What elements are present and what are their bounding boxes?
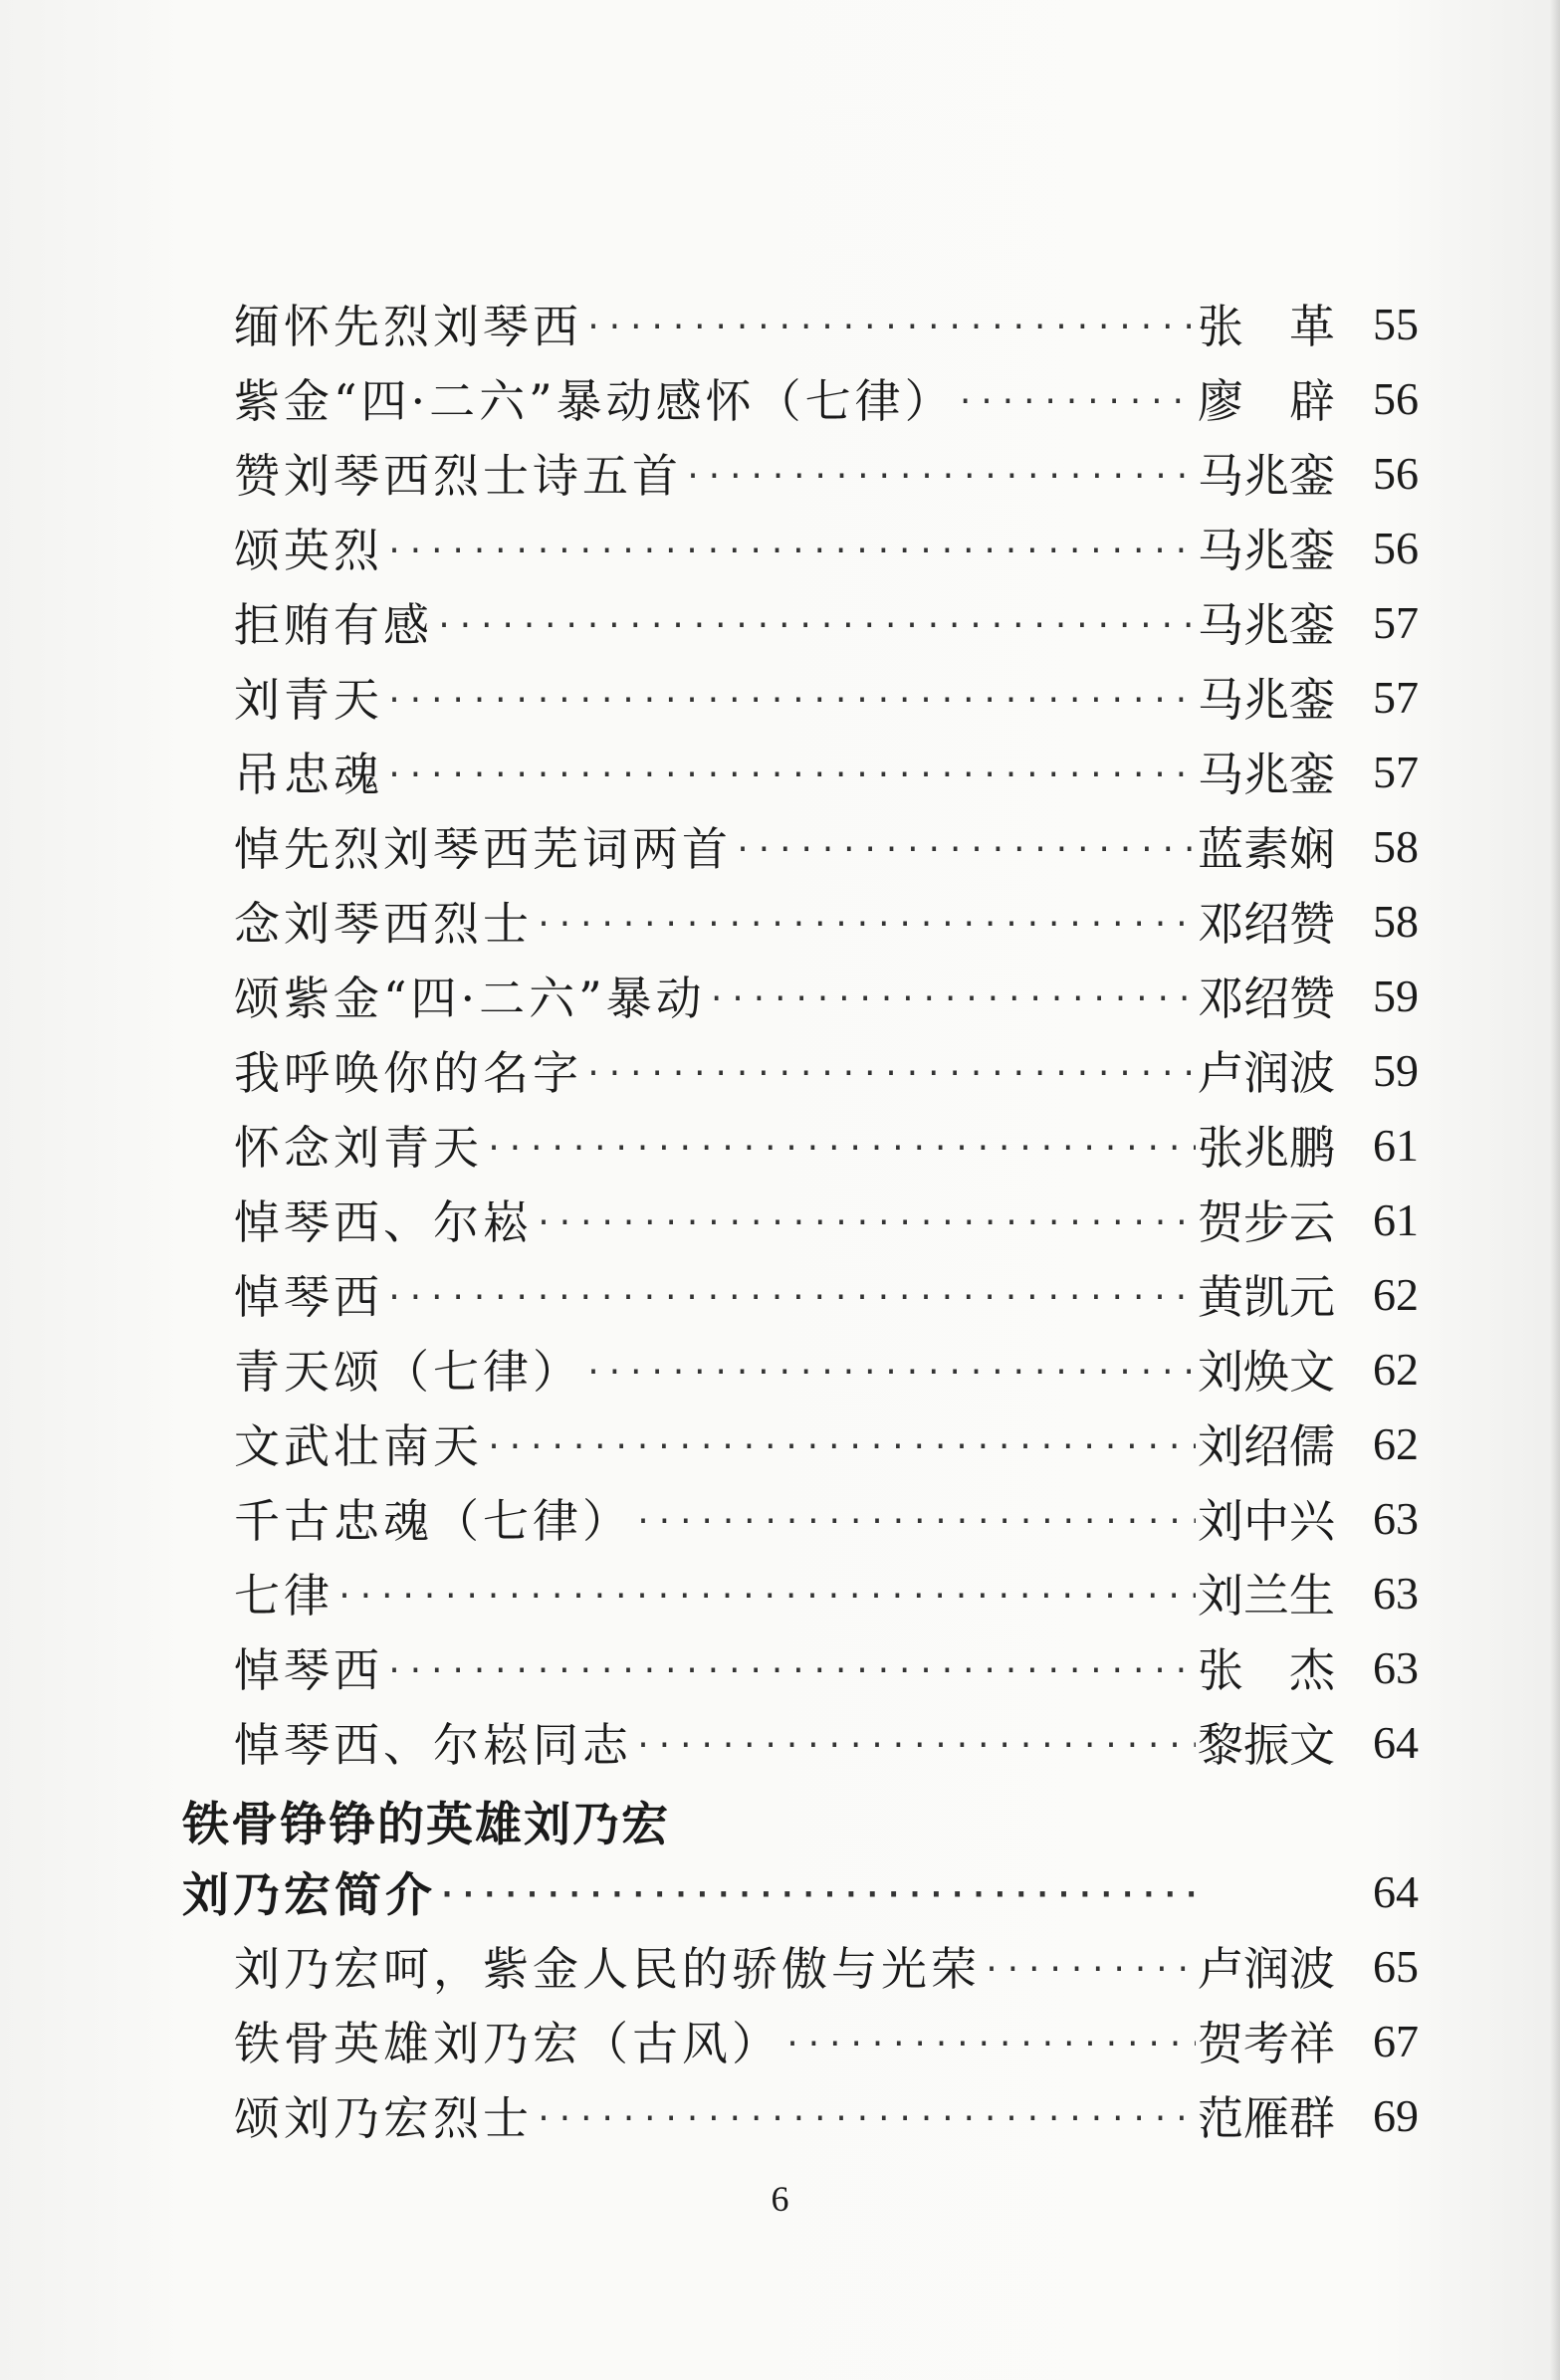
entry-title: 铁骨英雄刘乃宏（古风）: [234, 2017, 781, 2070]
entry-title: 刘乃宏简介: [182, 1867, 436, 1923]
dot-leader: [385, 1257, 1196, 1331]
toc-entry: [234, 1108, 1419, 1182]
entry-title: 悼琴西、尔崧同志: [234, 1718, 632, 1772]
entry-page: 56: [1373, 522, 1419, 573]
entry-page: 63: [1373, 1567, 1419, 1619]
entry-title: 吊忠魂: [234, 748, 383, 801]
dot-leader: [708, 959, 1196, 1032]
entry-author: 黄凯元: [1198, 1270, 1335, 1324]
entry-author: 贺步云: [1198, 1195, 1335, 1249]
toc-entry: [234, 1406, 1419, 1480]
toc-entry: [234, 2004, 1419, 2077]
toc-entry: [234, 511, 1419, 584]
dot-leader: [684, 436, 1196, 510]
entry-author: 马兆銮: [1198, 524, 1335, 577]
dot-leader: [535, 884, 1196, 958]
entry-author: 马兆銮: [1198, 748, 1335, 801]
toc-entry: [234, 585, 1419, 659]
entry-author: 马兆銮: [1198, 673, 1335, 727]
entry-title: 颂英烈: [234, 524, 383, 577]
entry-author: 蓝素娴: [1198, 822, 1335, 876]
dot-leader: [535, 1183, 1196, 1256]
entry-page: 58: [1373, 895, 1419, 947]
entry-page: 62: [1373, 1417, 1419, 1469]
entry-title: 悼先烈刘琴西芜词两首: [234, 822, 732, 876]
toc-entry: [234, 1630, 1419, 1704]
entry-page: 57: [1373, 596, 1419, 648]
entry-author: 张 革: [1198, 300, 1335, 353]
dot-leader: [634, 1481, 1196, 1555]
dot-leader: [734, 809, 1196, 883]
toc-entry: [234, 1183, 1419, 1256]
entry-page: 61: [1373, 1119, 1419, 1171]
dot-leader: [983, 1929, 1196, 2003]
entry-author: 卢润波: [1198, 1046, 1335, 1100]
entry-title: 颂刘乃宏烈士: [234, 2091, 533, 2145]
entry-title: 刘青天: [234, 673, 383, 727]
entry-page: 65: [1373, 1940, 1419, 1992]
toc-entry: [234, 1929, 1419, 2003]
page-number: 6: [771, 2179, 789, 2219]
entry-author: 刘焕文: [1198, 1345, 1335, 1399]
entry-author: 邓绍赞: [1198, 897, 1335, 951]
entry-page: 56: [1373, 447, 1419, 499]
section-heading: 铁骨铮铮的英雄刘乃宏: [182, 1798, 670, 1852]
entry-author: 邓绍赞: [1198, 972, 1335, 1025]
entry-author: 刘兰生: [1198, 1569, 1335, 1623]
dot-leader: [385, 511, 1196, 584]
entry-author: 刘绍儒: [1198, 1419, 1335, 1473]
entry-page: 56: [1373, 372, 1419, 424]
toc-entry: [234, 436, 1419, 510]
entry-page: 69: [1373, 2089, 1419, 2141]
entry-title: 紫金“四·二六”暴动感怀（七律）: [234, 374, 955, 428]
dot-leader: [485, 1406, 1196, 1480]
page-edge-shadow: [1550, 0, 1560, 2380]
toc-entry: [234, 884, 1419, 958]
entry-author: 马兆銮: [1198, 449, 1335, 503]
entry-page: 59: [1373, 970, 1419, 1021]
toc-section-entry: [182, 1854, 1419, 1928]
toc-entry: [234, 1481, 1419, 1555]
toc-entry: [234, 1257, 1419, 1331]
entry-title: 颂紫金“四·二六”暴动: [234, 972, 706, 1025]
toc-entry: [234, 361, 1419, 435]
dot-leader: [957, 361, 1196, 435]
entry-title: 拒贿有感: [234, 598, 433, 652]
dot-leader: [385, 1630, 1196, 1704]
entry-page: 67: [1373, 2015, 1419, 2066]
dot-leader: [435, 585, 1196, 659]
entry-page: 57: [1373, 671, 1419, 723]
entry-page: 62: [1373, 1343, 1419, 1395]
entry-page: 63: [1373, 1641, 1419, 1693]
toc-entry: [234, 1332, 1419, 1406]
entry-page: 55: [1373, 298, 1419, 349]
entry-author: 马兆銮: [1198, 598, 1335, 652]
toc-entry: [234, 1033, 1419, 1107]
entry-page: 57: [1373, 746, 1419, 797]
toc-entry: [234, 959, 1419, 1032]
entry-title: 悼琴西: [234, 1270, 383, 1324]
entry-title: 念刘琴西烈士: [234, 897, 533, 951]
toc-entry: [234, 660, 1419, 734]
dot-leader: [634, 1705, 1196, 1779]
entry-page: 62: [1373, 1268, 1419, 1320]
entry-title: 我呼唤你的名字: [234, 1046, 582, 1100]
entry-author: 张兆鹏: [1198, 1121, 1335, 1175]
entry-title: 赞刘琴西烈士诗五首: [234, 449, 682, 503]
dot-leader: [385, 660, 1196, 734]
entry-title: 千古忠魂（七律）: [234, 1494, 632, 1548]
entry-title: 文武壮南天: [234, 1419, 483, 1473]
toc-entry: [234, 1705, 1419, 1779]
entry-author: 刘中兴: [1198, 1494, 1335, 1548]
entry-title: 悼琴西、尔崧: [234, 1195, 533, 1249]
entry-author: 卢润波: [1198, 1942, 1335, 1996]
entry-title: 刘乃宏呵，紫金人民的骄傲与光荣: [234, 1942, 981, 1996]
entry-page: 58: [1373, 820, 1419, 872]
entry-page: 63: [1373, 1492, 1419, 1544]
dot-leader: [584, 287, 1196, 360]
entry-author: 范雁群: [1198, 2091, 1335, 2145]
entry-title: 青天颂（七律）: [234, 1345, 582, 1399]
entry-page: 64: [1373, 1865, 1419, 1917]
entry-page: 61: [1373, 1193, 1419, 1245]
entry-title: 七律: [234, 1569, 334, 1623]
dot-leader: [783, 2004, 1196, 2077]
dot-leader: [385, 735, 1196, 808]
toc-entry: [234, 2078, 1419, 2152]
entry-title: 怀念刘青天: [234, 1121, 483, 1175]
entry-title: 悼琴西: [234, 1643, 383, 1697]
toc-entry: [234, 287, 1419, 360]
dot-leader: [335, 1556, 1196, 1629]
entry-author: 贺考祥: [1198, 2017, 1335, 2070]
toc-entry: [234, 735, 1419, 808]
toc-entry: [234, 1556, 1419, 1629]
dot-leader: [584, 1033, 1196, 1107]
dot-leader: [438, 1854, 1196, 1928]
dot-leader: [535, 2078, 1196, 2152]
entry-author: 张 杰: [1198, 1643, 1335, 1697]
entry-author: 黎振文: [1198, 1718, 1335, 1772]
dot-leader: [485, 1108, 1196, 1182]
dot-leader: [584, 1332, 1196, 1406]
entry-page: 59: [1373, 1044, 1419, 1096]
entry-author: 廖 辟: [1198, 374, 1335, 428]
entry-page: 64: [1373, 1716, 1419, 1768]
entry-title: 缅怀先烈刘琴西: [234, 300, 582, 353]
toc-entry: [234, 809, 1419, 883]
